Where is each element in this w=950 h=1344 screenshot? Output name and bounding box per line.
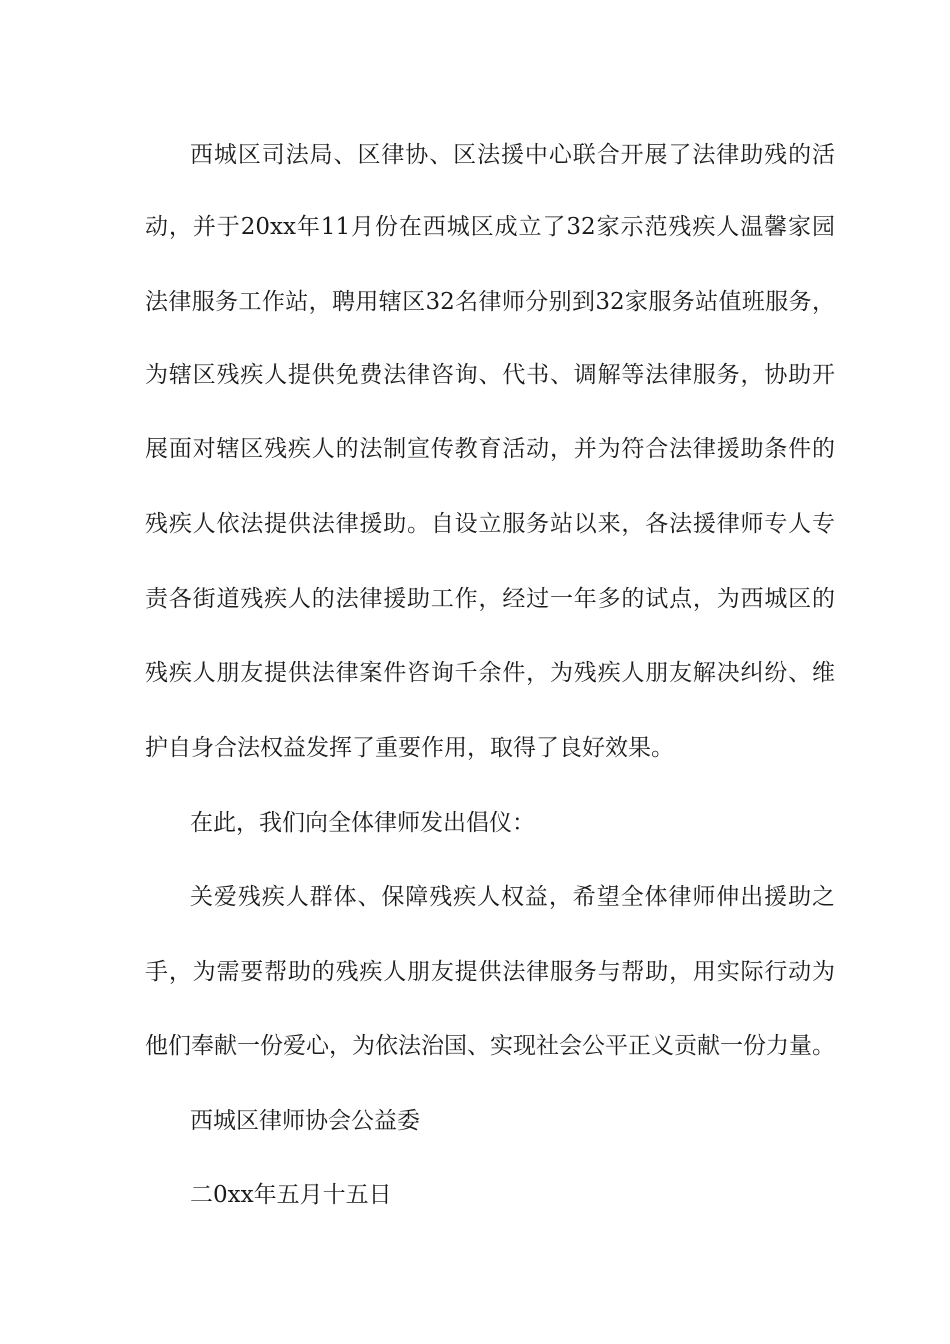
body-text-line: 护自身合法权益发挥了重要作用，取得了良好效果。 bbox=[145, 735, 674, 761]
signature-organization: 西城区律师协会公益委 bbox=[190, 1108, 420, 1134]
body-text-line: 动，并于20xx年11月份在西城区成立了32家示范残疾人温馨家园 bbox=[145, 214, 835, 240]
body-text-line: 残疾人朋友提供法律案件咨询千余件，为残疾人朋友解决纠纷、维 bbox=[145, 660, 835, 686]
body-text-line: 残疾人依法提供法律援助。自设立服务站以来，各法援律师专人专 bbox=[145, 511, 835, 537]
body-text-line: 法律服务工作站，聘用辖区32名律师分别到32家服务站值班服务， bbox=[145, 289, 835, 315]
body-text-line: 展面对辖区残疾人的法制宣传教育活动，并为符合法律援助条件的 bbox=[145, 436, 835, 462]
signature-date: 二0xx年五月十五日 bbox=[190, 1182, 392, 1208]
body-text-line: 手，为需要帮助的残疾人朋友提供法律服务与帮助，用实际行动为 bbox=[145, 959, 835, 985]
body-text-line: 责各街道残疾人的法律援助工作，经过一年多的试点，为西城区的 bbox=[145, 586, 835, 612]
body-text-line: 为辖区残疾人提供免费法律咨询、代书、调解等法律服务，协助开 bbox=[145, 362, 835, 388]
body-text-line: 在此，我们向全体律师发出倡仪： bbox=[190, 810, 535, 836]
body-text-line: 他们奉献一份爱心，为依法治国、实现社会公平正义贡献一份力量。 bbox=[145, 1033, 835, 1059]
body-text-line: 西城区司法局、区律协、区法援中心联合开展了法律助残的活 bbox=[190, 142, 835, 168]
body-text-line: 关爱残疾人群体、保障残疾人权益，希望全体律师伸出援助之 bbox=[190, 884, 835, 910]
